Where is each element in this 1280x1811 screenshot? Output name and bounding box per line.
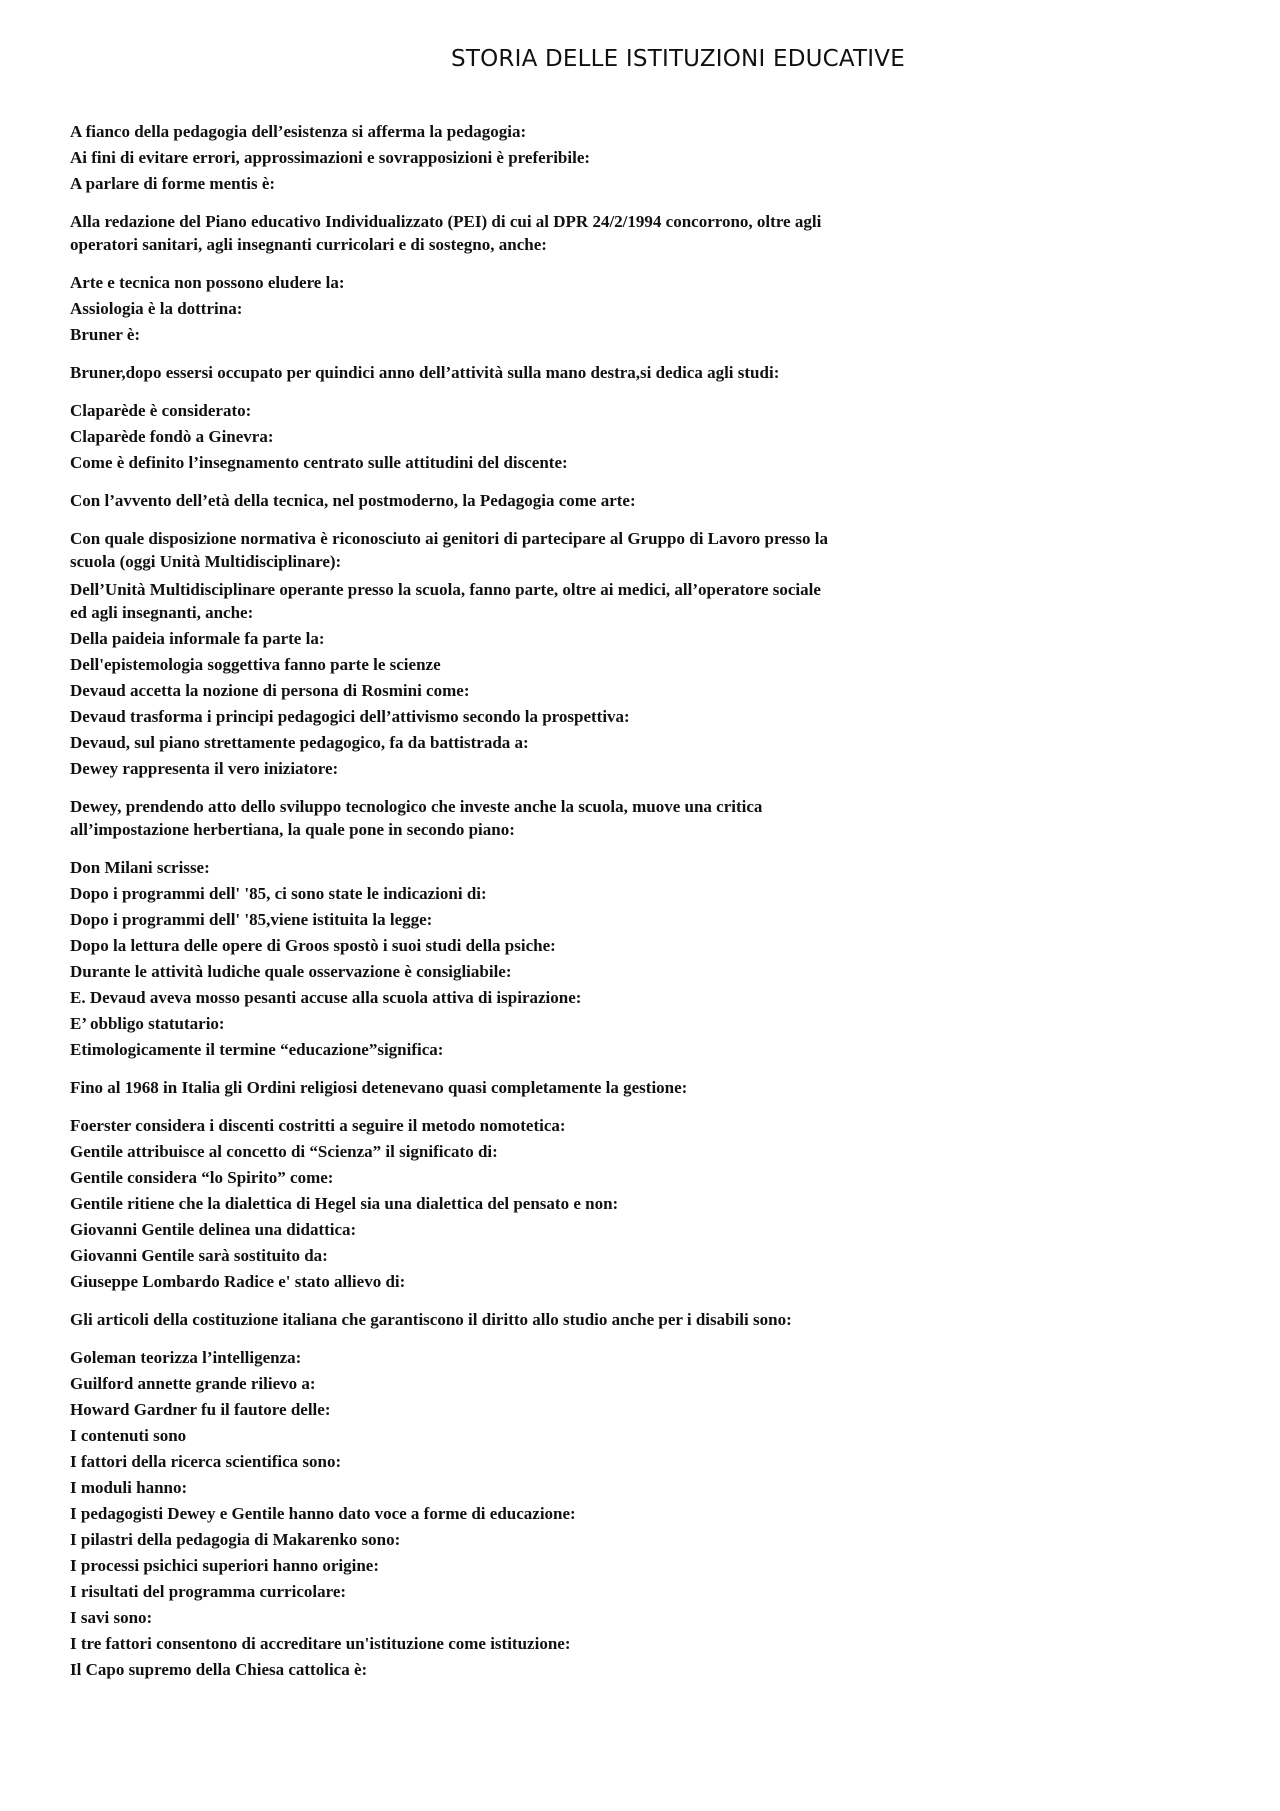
question-line: Dewey rappresenta il vero iniziatore: xyxy=(70,759,339,778)
question-line: Gentile considera “lo Spirito” come: xyxy=(70,1168,334,1187)
question-line: Il Capo supremo della Chiesa cattolica è: xyxy=(70,1660,368,1679)
question-line: Durante le attività ludiche quale osservazione è consigliabile: xyxy=(70,962,512,981)
question-line: I contenuti sono xyxy=(70,1426,187,1445)
question-line: Con quale disposizione normativa è riconosciuto ai genitori di partecipare al Gruppo di Lavoro presso la xyxy=(70,529,828,548)
question-line: Giovanni Gentile delinea una didattica: xyxy=(70,1220,357,1239)
question-line: Bruner,dopo essersi occupato per quindici anno dell’attività sulla mano destra,si dedica agli studi: xyxy=(70,363,780,382)
question-line: Con l’avvento dell’età della tecnica, nel postmoderno, la Pedagogia come arte: xyxy=(70,491,636,510)
question-line: Dell’Unità Multidisciplinare operante presso la scuola, fanno parte, oltre ai medici, all’operatore sociale xyxy=(70,580,821,599)
question-line: Guilford annette grande rilievo a: xyxy=(70,1374,316,1393)
question-line: I processi psichici superiori hanno origine: xyxy=(70,1556,380,1575)
question-line: Gentile attribuisce al concetto di “Scienza” il significato di: xyxy=(70,1142,498,1161)
question-line: Fino al 1968 in Italia gli Ordini religiosi detenevano quasi completamente la gestione: xyxy=(70,1078,688,1097)
question-line: Assiologia è la dottrina: xyxy=(70,299,243,318)
question-line: scuola (oggi Unità Multidisciplinare): xyxy=(70,552,342,571)
question-line: E. Devaud aveva mosso pesanti accuse alla scuola attiva di ispirazione: xyxy=(70,988,582,1007)
question-line: Gli articoli della costituzione italiana che garantiscono il diritto allo studio anche per i disabili sono: xyxy=(70,1310,792,1329)
question-line: Dopo i programmi dell' '85,viene istituita la legge: xyxy=(70,910,433,929)
question-line: I savi sono: xyxy=(70,1608,153,1627)
question-line: operatori sanitari, agli insegnanti curricolari e di sostegno, anche: xyxy=(70,235,547,254)
question-line: Come è definito l’insegnamento centrato sulle attitudini del discente: xyxy=(70,453,568,472)
question-line: Dell'epistemologia soggettiva fanno parte le scienze xyxy=(70,655,441,674)
question-line: Devaud, sul piano strettamente pedagogico, fa da battistrada a: xyxy=(70,733,529,752)
question-line: Don Milani scrisse: xyxy=(70,858,210,877)
question-line: I fattori della ricerca scientifica sono: xyxy=(70,1452,342,1471)
question-line: Gentile ritiene che la dialettica di Hegel sia una dialettica del pensato e non: xyxy=(70,1194,619,1213)
question-line: Claparède fondò a Ginevra: xyxy=(70,427,274,446)
question-line: A parlare di forme mentis è: xyxy=(70,174,276,193)
question-line: A fianco della pedagogia dell’esistenza si afferma la pedagogia: xyxy=(70,122,527,141)
question-line: Dewey, prendendo atto dello sviluppo tecnologico che investe anche la scuola, muove una critica xyxy=(70,797,763,816)
question-line: Goleman teorizza l’intelligenza: xyxy=(70,1348,302,1367)
question-line: Giuseppe Lombardo Radice e' stato allievo di: xyxy=(70,1272,406,1291)
question-line: Devaud accetta la nozione di persona di Rosmini come: xyxy=(70,681,470,700)
question-line: Etimologicamente il termine “educazione”significa: xyxy=(70,1040,444,1059)
question-line: I pilastri della pedagogia di Makarenko sono: xyxy=(70,1530,401,1549)
question-line: Foerster considera i discenti costritti a seguire il metodo nomotetica: xyxy=(70,1116,566,1135)
question-line: Alla redazione del Piano educativo Individualizzato (PEI) di cui al DPR 24/2/1994 concorrono, oltre agli xyxy=(70,212,822,231)
question-line: E’ obbligo statutario: xyxy=(70,1014,225,1033)
question-line: all’impostazione herbertiana, la quale pone in secondo piano: xyxy=(70,820,515,839)
question-line: Ai fini di evitare errori, approssimazioni e sovrapposizioni è preferibile: xyxy=(70,148,591,167)
question-line: I pedagogisti Dewey e Gentile hanno dato voce a forme di educazione: xyxy=(70,1504,576,1523)
question-line: Dopo i programmi dell' '85, ci sono state le indicazioni di: xyxy=(70,884,487,903)
question-line: Bruner è: xyxy=(70,325,141,344)
question-line: Giovanni Gentile sarà sostituito da: xyxy=(70,1246,328,1265)
question-line: I tre fattori consentono di accreditare un'istituzione come istituzione: xyxy=(70,1634,571,1653)
question-line: Della paideia informale fa parte la: xyxy=(70,629,325,648)
question-line: Claparède è considerato: xyxy=(70,401,252,420)
question-line: Devaud trasforma i principi pedagogici dell’attivismo secondo la prospettiva: xyxy=(70,707,630,726)
question-line: I moduli hanno: xyxy=(70,1478,188,1497)
question-line: I risultati del programma curricolare: xyxy=(70,1582,347,1601)
question-line: ed agli insegnanti, anche: xyxy=(70,603,254,622)
question-line: Arte e tecnica non possono eludere la: xyxy=(70,273,345,292)
question-line: Dopo la lettura delle opere di Groos spostò i suoi studi della psiche: xyxy=(70,936,556,955)
question-line: Howard Gardner fu il fautore delle: xyxy=(70,1400,331,1419)
page-title: STORIA DELLE ISTITUZIONI EDUCATIVE xyxy=(451,46,905,72)
